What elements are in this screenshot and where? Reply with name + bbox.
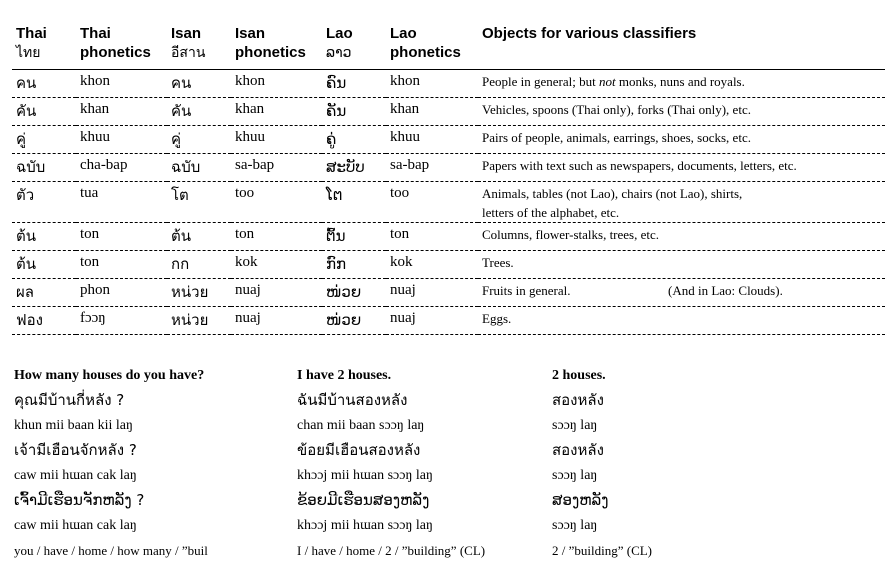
thai-word: ต้น xyxy=(12,251,76,279)
example-isan: สองหลัง xyxy=(552,441,604,459)
thai-word: คน xyxy=(12,70,76,98)
objects-description: Eggs. xyxy=(478,307,885,335)
example-lao-phonetics: khɔɔj mii hɯan sɔɔŋ laŋ xyxy=(297,518,433,533)
table-row xyxy=(12,279,885,307)
example-isan: ข้อยมีเฮือนสองหลัง xyxy=(297,441,421,459)
example-header: 2 houses. xyxy=(552,368,606,383)
example-thai: คุณมีบ้านกี่หลัง ? xyxy=(14,391,125,409)
isan-phonetics: nuaj xyxy=(231,307,322,335)
lao-phonetics: kok xyxy=(386,251,478,279)
example-thai: ฉันมีบ้านสองหลัง xyxy=(297,391,408,409)
table-row xyxy=(12,223,885,251)
lao-phonetics: sa-bap xyxy=(386,154,478,182)
thai-word: ฉบับ xyxy=(12,154,76,182)
isan-word: หน่วย xyxy=(167,307,231,335)
example-thai-phonetics: sɔɔŋ laŋ xyxy=(552,418,598,433)
example-gloss: you / have / home / how many / ”buil xyxy=(14,543,208,558)
lao-word: ໜ່ວຍ xyxy=(322,279,386,307)
objects-description: Pairs of people, animals, earrings, shoes, socks, etc. xyxy=(478,126,885,154)
header-thai: Thai ไทย xyxy=(12,20,76,70)
thai-phonetics: khuu xyxy=(76,126,167,154)
thai-word: ตัว xyxy=(12,182,76,223)
lao-word: ຄູ່ xyxy=(322,126,386,154)
thai-phonetics: khon xyxy=(76,70,167,98)
table-row xyxy=(12,126,885,154)
example-column-short-answer xyxy=(552,368,752,563)
thai-phonetics: phon xyxy=(76,279,167,307)
objects-description: Trees. xyxy=(478,251,885,279)
thai-phonetics: cha-bap xyxy=(76,154,167,182)
lao-phonetics: khon xyxy=(386,70,478,98)
isan-word: คน xyxy=(167,70,231,98)
example-lao: ຂ້ອຍມີເຮືອນສອງຫລັງ xyxy=(297,491,430,509)
example-isan-phonetics: sɔɔŋ laŋ xyxy=(552,468,598,483)
thai-word: ผล xyxy=(12,279,76,307)
example-thai-phonetics: khun mii baan kii laŋ xyxy=(14,418,133,433)
header-isan: Isan อีสาน xyxy=(167,20,231,70)
lao-phonetics: nuaj xyxy=(386,307,478,335)
header-isan-phonetics: Isan phonetics xyxy=(231,20,322,70)
isan-word: กก xyxy=(167,251,231,279)
thai-word: คู่ xyxy=(12,126,76,154)
thai-phonetics: ton xyxy=(76,223,167,251)
example-lao: ເຈົ້າມີເຮືອນຈັກຫລັງ ? xyxy=(14,491,145,509)
example-gloss: I / have / home / 2 / ”building” (CL) xyxy=(297,543,486,558)
lao-phonetics: nuaj xyxy=(386,279,478,307)
emphasis-not: not xyxy=(598,74,616,89)
thai-phonetics: fɔɔŋ xyxy=(76,307,167,335)
isan-phonetics: nuaj xyxy=(231,279,322,307)
lao-word: ຕົ້ນ xyxy=(322,223,386,251)
isan-phonetics: too xyxy=(231,182,322,223)
thai-word: ฟอง xyxy=(12,307,76,335)
table-row xyxy=(12,98,885,126)
example-header: How many houses do you have? xyxy=(14,368,205,383)
lao-word: ໜ່ວຍ xyxy=(322,307,386,335)
example-header: I have 2 houses. xyxy=(297,368,392,383)
header-row xyxy=(12,20,885,70)
objects-description: Papers with text such as newspapers, documents, letters, etc. xyxy=(478,154,885,182)
isan-word: โต xyxy=(167,182,231,223)
isan-phonetics: sa-bap xyxy=(231,154,322,182)
objects-description: Animals, tables (not Lao), chairs (not Lao), shirts, letters of the alphabet, etc. xyxy=(478,182,885,223)
table-row xyxy=(12,307,885,335)
isan-word: คู่ xyxy=(167,126,231,154)
example-isan-phonetics: khɔɔj mii hɯan sɔɔŋ laŋ xyxy=(297,468,433,483)
isan-word: หน่วย xyxy=(167,279,231,307)
table-row xyxy=(12,154,885,182)
objects-description: Fruits in general. (And in Lao: Clouds). xyxy=(478,279,885,307)
example-thai: สองหลัง xyxy=(552,391,604,409)
table-row xyxy=(12,251,885,279)
thai-phonetics: khan xyxy=(76,98,167,126)
lao-word: ໂຕ xyxy=(322,182,386,223)
objects-description: Vehicles, spoons (Thai only), forks (Thai only), etc. xyxy=(478,98,885,126)
thai-word: ต้น xyxy=(12,223,76,251)
header-lao-phonetics: Lao phonetics xyxy=(386,20,478,70)
isan-phonetics: ton xyxy=(231,223,322,251)
example-lao-phonetics: sɔɔŋ laŋ xyxy=(552,518,598,533)
header-lao: Lao ລາວ xyxy=(322,20,386,70)
isan-word: ฉบับ xyxy=(167,154,231,182)
lao-word: ຄົນ xyxy=(322,70,386,98)
lao-phonetics: khuu xyxy=(386,126,478,154)
lao-phonetics: too xyxy=(386,182,478,223)
objects-aside-note: (And in Lao: Clouds). xyxy=(668,283,783,298)
classifier-table xyxy=(12,20,885,335)
isan-word: คัน xyxy=(167,98,231,126)
example-isan-phonetics: caw mii hɯan cak laŋ xyxy=(14,468,137,483)
lao-word: ສະບັບ xyxy=(322,154,386,182)
lao-phonetics: ton xyxy=(386,223,478,251)
isan-phonetics: khon xyxy=(231,70,322,98)
isan-phonetics: khuu xyxy=(231,126,322,154)
header-objects: Objects for various classifiers xyxy=(478,20,885,70)
isan-phonetics: khan xyxy=(231,98,322,126)
thai-word: คัน xyxy=(12,98,76,126)
example-thai-phonetics: chan mii baan sɔɔŋ laŋ xyxy=(297,418,425,433)
example-gloss: 2 / ”building” (CL) xyxy=(552,543,653,558)
thai-phonetics: ton xyxy=(76,251,167,279)
objects-description: People in general; but not monks, nuns and royals. xyxy=(478,70,885,98)
lao-word: ກົກ xyxy=(322,251,386,279)
thai-phonetics: tua xyxy=(76,182,167,223)
isan-word: ต้น xyxy=(167,223,231,251)
table-row xyxy=(12,70,885,98)
isan-phonetics: kok xyxy=(231,251,322,279)
example-column-question xyxy=(14,368,284,563)
example-lao: ສອງຫລັງ xyxy=(552,491,609,509)
lao-word: ຄັນ xyxy=(322,98,386,126)
example-isan: เจ้ามีเฮือนจักหลัง ? xyxy=(14,441,137,459)
lao-phonetics: khan xyxy=(386,98,478,126)
example-lao-phonetics: caw mii hɯan cak laŋ xyxy=(14,518,137,533)
table-row xyxy=(12,182,885,223)
header-thai-phonetics: Thai phonetics xyxy=(76,20,167,70)
example-column-answer xyxy=(297,368,547,563)
objects-description: Columns, flower-stalks, trees, etc. xyxy=(478,223,885,251)
